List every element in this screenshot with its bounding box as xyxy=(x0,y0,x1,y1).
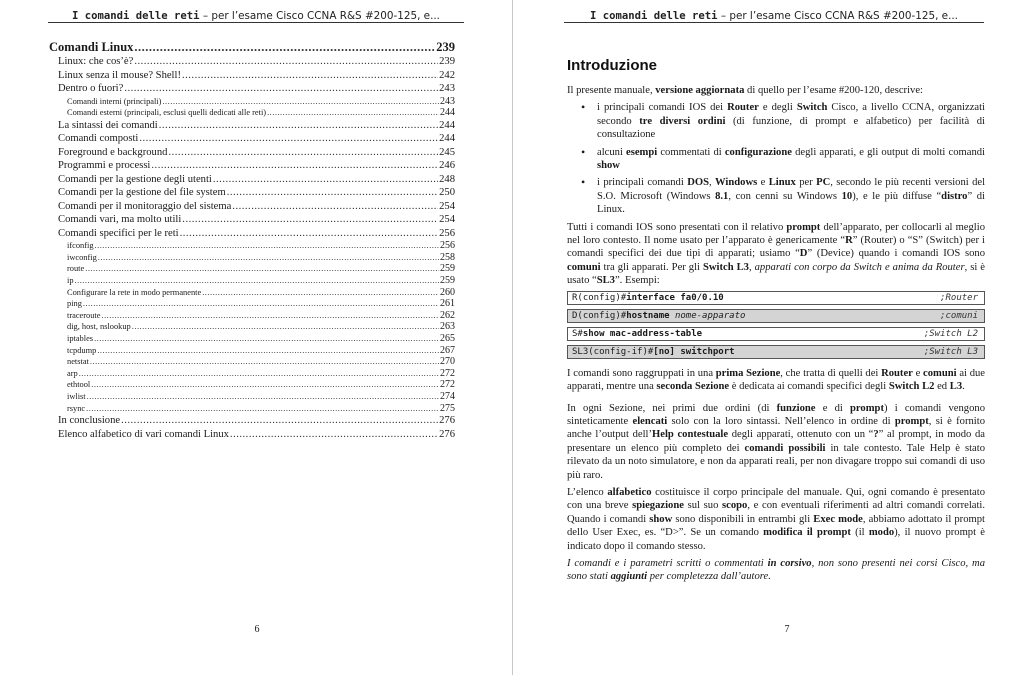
toc-entry-page: 270 xyxy=(440,356,455,368)
toc-entry-page: 239 xyxy=(439,56,455,67)
toc-entry-page: 275 xyxy=(440,402,455,414)
toc-leader-dots xyxy=(121,414,438,428)
toc-entry xyxy=(49,379,455,391)
running-head-title: I comandi delle reti xyxy=(72,10,200,22)
toc-entry xyxy=(49,356,455,368)
list-item: • i principali comandi IOS dei Router e degli Switch Cisco, a livello CCNA, organizzati secondo tre diversi ordini (di funzione, di prompt e alfabetico) per facilità di consultazione xyxy=(567,101,985,141)
toc-leader-dots xyxy=(182,213,438,227)
intro-paragraph: Il presente manuale, versione aggiornata di quello per l’esame #200-120, descrive: xyxy=(567,85,923,96)
toc-leader-dots xyxy=(132,321,439,333)
toc-entry-title: Linux senza il mouse? Shell! xyxy=(58,69,181,81)
toc-leader-dots xyxy=(213,173,438,187)
command-example: R(config)#interface fa0/0.10 ;Router xyxy=(567,291,985,305)
toc-entry-title: route xyxy=(67,264,85,274)
toc-entry-page: 243 xyxy=(440,95,455,107)
toc-entry-title: Comandi Linux xyxy=(49,40,134,54)
toc-entry xyxy=(49,107,455,119)
toc-leader-dots xyxy=(95,240,439,252)
toc-entry-title: Foreground e background xyxy=(58,146,168,158)
toc-leader-dots xyxy=(75,275,439,287)
toc-entry-page: 242 xyxy=(439,69,455,81)
toc-entry-title: Comandi per la gestione del file system xyxy=(58,187,226,199)
toc-entry-title: traceroute xyxy=(67,310,101,320)
toc-leader-dots xyxy=(134,40,435,55)
toc-entry-title: Comandi composti xyxy=(58,133,139,145)
toc-leader-dots xyxy=(97,345,439,357)
toc-leader-dots xyxy=(101,310,439,322)
toc-entry xyxy=(49,345,455,357)
toc-entry-page: 265 xyxy=(440,332,455,344)
toc-leader-dots xyxy=(232,200,438,214)
toc-leader-dots xyxy=(83,298,439,310)
order-paragraph: In ogni Sezione, nei primi due ordini (di funzione e di prompt) i comandi vengono sinteticamente elencati solo con la loro sintassi. Nell’elenco in ordine di prompt, si è fornito anche l’output dell’Help contestuale degli apparati, ottenuto con un “?” al prompt, in modo da presentare un elenco più completo dei comandi possibili in tale contesto. Tale Help è stato rilevato da un noto simulatore, e non da apparati reali, per non divagare troppo sui comandi di uso più raro. xyxy=(567,402,985,481)
toc-entry-title: iwlist xyxy=(67,391,86,401)
toc-leader-dots xyxy=(91,379,439,391)
toc-entry-title: La sintassi dei comandi xyxy=(58,119,158,131)
sections-paragraph: I comandi sono raggruppati in una prima Sezione, che tratta di quelli dei Router e comuni ai due apparati, mentre una seconda Sezione è dedicata ai comandi specifici degli Switch L2 ed L3. xyxy=(567,367,986,393)
toc-entry xyxy=(49,227,455,241)
page-body xyxy=(567,84,985,588)
toc-leader-dots xyxy=(151,159,438,173)
toc-entry-page: 244 xyxy=(439,133,455,145)
list-item: • i principali comandi DOS, Windows e Linux per PC, secondo le più recenti versioni del S.O. Microsoft (Windows 8.1, con cenni su Windows 10), e le più diffuse “distro” di Linux. xyxy=(567,176,985,216)
toc-leader-dots xyxy=(182,69,438,83)
toc-leader-dots xyxy=(162,96,439,108)
toc-entry-page: 254 xyxy=(439,200,455,212)
toc-entry-title: ip xyxy=(67,275,74,285)
toc-entry-title: Elenco alfabetico di vari comandi Linux xyxy=(58,428,229,440)
feature-list xyxy=(567,101,985,216)
toc-entry-page: 256 xyxy=(440,240,455,252)
toc-entry-title: Comandi esterni (principali, esclusi quelli dedicati alle reti) xyxy=(67,108,267,118)
toc-entry xyxy=(49,414,455,428)
running-head-right xyxy=(564,9,984,23)
toc-entry-title: netstat xyxy=(67,357,89,367)
italic-note-paragraph: I comandi e i parametri scritti o commentati in corsivo, non sono presenti nei corsi Cisco, ma sono stati aggiunti per completezza dall’autore. xyxy=(567,557,985,583)
table-of-contents xyxy=(49,40,455,441)
toc-entry xyxy=(49,391,455,403)
command-example: SL3(config-if)#[no] switchport ;Switch L3 xyxy=(567,345,985,359)
toc-leader-dots xyxy=(90,356,439,368)
toc-leader-dots xyxy=(168,146,438,160)
page-number-left: 6 xyxy=(254,624,260,635)
toc-entry-page: 262 xyxy=(440,309,455,321)
toc-entry-title: Comandi specifici per le reti xyxy=(58,227,179,239)
toc-entry xyxy=(49,159,455,173)
command-examples xyxy=(567,291,985,359)
toc-entry xyxy=(49,200,455,214)
toc-entry-title: ethtool xyxy=(67,380,91,390)
toc-entry xyxy=(49,263,455,275)
toc-entry xyxy=(49,333,455,345)
toc-entry-page: 239 xyxy=(436,40,455,54)
toc-entry-page: 259 xyxy=(440,274,455,286)
toc-leader-dots xyxy=(180,227,439,241)
toc-entry-title: arp xyxy=(67,368,78,378)
toc-entry-page: 250 xyxy=(439,187,455,199)
toc-entry xyxy=(49,40,455,55)
toc-entry-page: 260 xyxy=(440,286,455,298)
toc-entry-title: ifconfig xyxy=(67,241,94,251)
toc-entry-page: 259 xyxy=(440,263,455,275)
toc-entry xyxy=(49,252,455,264)
running-head-subtitle: – per l’esame Cisco CCNA R&S #200-125, e... xyxy=(199,10,440,22)
toc-entry xyxy=(49,428,455,442)
toc-entry xyxy=(49,213,455,227)
toc-entry-page: 254 xyxy=(439,214,455,226)
toc-entry-page: 256 xyxy=(439,227,455,239)
toc-entry-title: Comandi vari, ma molto utili xyxy=(58,214,182,226)
toc-entry xyxy=(49,96,455,108)
toc-entry xyxy=(49,240,455,252)
toc-entry xyxy=(49,298,455,310)
command-example: D(config)#hostname nome-apparato ;comuni xyxy=(567,309,985,323)
toc-entry-page: 272 xyxy=(440,367,455,379)
alphabetic-paragraph: L’elenco alfabetico costituisce il corpo principale del manuale. Qui, ogni comando è presentato con una breve spiegazione sul suo scopo, e con eventuali riferimenti ad altri comandi correlati. Quando i comandi show sono disponibili in entrambi gli Exec mode, abbiamo adottato il prompt dello User Exec, es. “D>”. Se un comando modifica il prompt (il modo), il nuovo prompt è indicato dopo il comando stesso. xyxy=(567,486,985,552)
running-head-subtitle: – per l’esame Cisco CCNA R&S #200-125, e... xyxy=(717,10,958,22)
toc-leader-dots xyxy=(134,55,438,69)
toc-leader-dots xyxy=(94,333,439,345)
toc-entry xyxy=(49,287,455,299)
toc-entry-title: iptables xyxy=(67,333,94,343)
toc-leader-dots xyxy=(124,82,438,96)
toc-entry xyxy=(49,119,455,133)
toc-entry-title: tcpdump xyxy=(67,345,97,355)
toc-entry-page: 276 xyxy=(439,415,455,427)
list-item: • alcuni esempi commentati di configurazione degli apparati, e gli output di molti comandi show xyxy=(567,146,985,173)
toc-leader-dots xyxy=(98,252,439,264)
toc-entry-page: 243 xyxy=(439,83,455,94)
toc-entry-title: ping xyxy=(67,299,82,309)
toc-entry-title: Dentro o fuori? xyxy=(58,83,124,94)
toc-entry-page: 276 xyxy=(439,428,455,440)
toc-entry-page: 258 xyxy=(440,251,455,263)
toc-leader-dots xyxy=(79,368,439,380)
toc-entry-page: 244 xyxy=(440,107,455,119)
toc-leader-dots xyxy=(139,132,438,146)
toc-leader-dots xyxy=(267,107,439,119)
toc-entry xyxy=(49,403,455,415)
prompt-paragraph: Tutti i comandi IOS sono presentati con il relativo prompt dell’apparato, per collocarli al meglio nel loro contesto. Il nome usato per l’apparato è genericamente “R” (Router) o “S” (Switch) per i comandi specifici dei due tipi di apparati; usiamo “D” (Device) quando i comandi IOS sono comuni tra gli apparati. Per gli Switch L3, apparati con corpo da Switch e anima da Router, si è usato “SL3”. Esempi: xyxy=(567,221,985,287)
toc-entry-title: rsync xyxy=(67,403,86,413)
toc-entry xyxy=(49,275,455,287)
toc-entry xyxy=(49,69,455,83)
toc-leader-dots xyxy=(159,119,438,133)
toc-entry xyxy=(49,132,455,146)
toc-entry-page: 261 xyxy=(440,298,455,310)
section-heading: Introduzione xyxy=(567,57,657,74)
toc-entry-page: 245 xyxy=(439,146,455,158)
toc-entry xyxy=(49,173,455,187)
toc-entry xyxy=(49,146,455,160)
toc-leader-dots xyxy=(87,391,439,403)
toc-entry-page: 274 xyxy=(440,390,455,402)
right-page xyxy=(513,0,1024,675)
toc-entry xyxy=(49,310,455,322)
running-head-left xyxy=(48,9,464,23)
toc-entry-page: 272 xyxy=(440,379,455,391)
toc-entry-title: iwconfig xyxy=(67,252,97,262)
toc-leader-dots xyxy=(230,428,438,442)
toc-entry-title: Comandi interni (principali) xyxy=(67,96,162,106)
running-head-title: I comandi delle reti xyxy=(590,10,718,22)
command-example: S#show mac-address-table ;Switch L2 xyxy=(567,327,985,341)
toc-entry xyxy=(49,186,455,200)
toc-entry-page: 246 xyxy=(439,160,455,172)
toc-leader-dots xyxy=(85,263,439,275)
toc-entry xyxy=(49,82,455,96)
toc-leader-dots xyxy=(86,403,439,415)
toc-leader-dots xyxy=(227,186,438,200)
toc-entry-title: In conclusione xyxy=(58,415,121,427)
toc-entry-title: Comandi per il monitoraggio del sistema xyxy=(58,200,232,212)
toc-entry-page: 244 xyxy=(439,119,455,131)
toc-leader-dots xyxy=(202,287,439,299)
toc-entry-title: Configurare la rete in modo permanente xyxy=(67,287,202,297)
toc-entry xyxy=(49,55,455,69)
toc-entry xyxy=(49,321,455,333)
toc-entry-page: 263 xyxy=(440,321,455,333)
toc-entry-title: Comandi per la gestione degli utenti xyxy=(58,173,212,185)
toc-entry-title: Linux: che cos’è? xyxy=(58,56,134,67)
toc-entry-page: 267 xyxy=(440,344,455,356)
toc-entry-title: dig, host, nslookup xyxy=(67,322,131,332)
toc-entry-page: 248 xyxy=(439,173,455,185)
toc-entry-title: Programmi e processi xyxy=(58,160,151,172)
toc-entry xyxy=(49,368,455,380)
page-number-right: 7 xyxy=(784,624,790,635)
